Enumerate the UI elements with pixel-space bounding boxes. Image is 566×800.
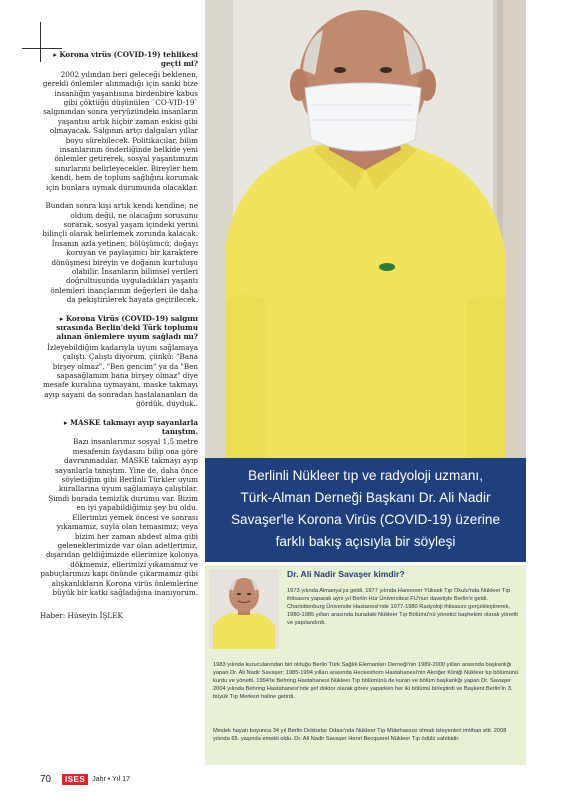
headline-line-3: Savaşer'le Korona Virüs (COVID-19) üzerine	[230, 512, 501, 527]
answer-2-paragraph: İzleyebildiğim kadarıyla uyum sağlamaya çalıştı. Çalıştı diyorum, çünkü: "Bana birşey olmaz", "Ben gencim" ya da "Ben sapasağlamım bana birşey olmaz" diye mesafe kuralına uymayanı, maske takmayı ayıp sayanı da sonradan hastalananları da gördük, duyduk..	[42, 342, 198, 409]
question-1-title: ▸ Korona virüs (COVID-19) tehlikesi geçti mi?	[40, 50, 198, 69]
bio-paragraph-3: Meslek hayatı boyunca 34 yıl Berlin Doktorlar Odası'nda Nükleer Tıp Mütehassısı olmak isteyenleri imtihan etti. 2008 yılında 65. yaşında emekli oldu. Dr. Ali Nadir Savaşer Henri Becquerel Nükleer Tıp ödülü sahibidir.	[213, 728, 507, 742]
page-number: 70	[40, 773, 52, 785]
crop-mark-horizontal	[22, 48, 62, 49]
page-footer	[40, 772, 240, 786]
portrait-illustration	[205, 0, 526, 458]
author-credit: Haber: Hüseyin İŞLEK	[40, 611, 123, 621]
answer-1-paragraph-2: Bundan sonra kişi artık kendi kendine; ne oldum değil, ne olacağım sorusunu sorarak, sosyal yaşam içindeki yerini bilinçli olarak belirlemek zorunda kalacak. İnsanın azla yetinen, bölüşümcü, doğayı koruyan ve paylaşımcı bir karaktere dönüşmesi bireyin ve doğanın kurtuluşu olabilir. İnsanların bilimsel verileri doğrultusunda uyguladıkları yaşantı önlemleri inançlarının değerleri ile daha da pekiştirilerek hayata geçirilecek.	[42, 201, 198, 305]
answer-1-paragraph-1: 2002 yılından beri geleceği beklenen, gerekli önlemler alınmadığı için sanki bize insanlığın yaşantısına birdenbire kabus gibi çöktüğü düşünülen `CO-VID-19` salgınından sonra yeryüzündeki insanların yaşantısı artık hiçbir zaman eskisi gibi olmayacak. Salgının artçı dalgaları yıllar boyu sürebilecek. Politikacılar, bilim insanlarının önderliğinde belkide yeni önlemler getirerek, sosyal yaşantımızın sınırlarını belirleyecekler. Bireyler hem kendi, hem de toplum sağlığını korumak için bunlara uymak durumunda olacaklar.	[42, 69, 198, 192]
bio-paragraph-1: 1973 yılında Almanya'ya geldi. 1977 yılında Hannover Yüksek Tıp Okulu'nda Nükleer Tıp ihtisasını yaparak aynı yıl Berlin Hür Üniversitesi FU'nun davetiyle Berlin'e geldi. Charlottenburg Üniversite Hastanesi'nde 1977-1980 Radyoloji ihtisasını gerçekleştirerek, 1980-1985 yılları arasında buradaki Nükleer Tıp Bölümü'nü yönetici başhekim olarak yönetti ve yapılandırdı.	[287, 588, 518, 626]
bio-paragraph-2: 1983 yılında kurucularından biri olduğu Berlin Türk Sağlık Elemanları Derneği'nin 1989-2000 yılları arasında başkanlığı yapan Dr. Ali Nadir Savaşer; 1985-1994 yılları arasında Heckeshorn Hastahanesi'nin Akciğer Kliniği Nükleer tıp bölümünü kurdu ve yönetti. 1994'te Behring Hastahanesi Nükleer Tıp bölümünü de kuran ve bölüm başkanlığı yapan Dr. Savaşer 2004 yılında Behring Hastahanesi'nde şef doktor olarak görev yaparken her iki bölümü birleştirdi ve Başkent Berlin'in 3. büyük Tıp Merkezi haline getirdi.	[213, 662, 519, 700]
answer-3-paragraph: Bazı insanlarımız sosyal 1,5 metre mesafenin faydasını bilip ona göre davranmadılar. MASKE takmayı ayıp sayanlarla tanıştım. Yine de, daha önce söylediğim gibi Berlinli Türkler uyum kurallarına uyum sağlamaya çalıştılar. Şimdi burada temizlik durumu var. Bizim en iyi yapabildiğimiz şey bu oldu. Ellerimizi yemek öncesi ve sonrası yıkamamız, suyla olan temasımız; veya bizim her zaman abdest alma gibi geleneklerimizde var olan adetlerimiz, dışarıdan geldiğimizde ellerimize kolonya dökmemiz, ellerimizi yıkamamız ve pabuçlarımızı kapı önünde çıkarmamız gibi alışkanlıkların Korona virüs önlemlerine büyük bir katkı sağladığına inanıyorum.	[40, 437, 198, 597]
left-text-column	[40, 50, 198, 621]
headline-line-2: Türk-Alman Derneği Başkanı Dr. Ali Nadir	[240, 490, 491, 505]
headline-box	[205, 458, 526, 562]
bio-portrait-illustration	[209, 569, 279, 649]
bio-box	[205, 565, 526, 765]
magazine-logo: ISES	[62, 774, 88, 785]
portrait-photo	[205, 0, 526, 458]
question-2-title: ▸ Korona Virüs (COVID-19) salgını sırasında Berlin'deki Türk toplumu alınan önlemlere uyum sağladı mı?	[40, 314, 198, 342]
question-3-title: ▸ MASKE takmayı ayıp sayanlarla tanıştım.	[40, 418, 198, 437]
headline-line-1: Berlinli Nükleer tıp ve radyoloji uzmanı,	[248, 468, 483, 483]
issue-label: Jahr • Yıl 17	[92, 775, 130, 783]
bio-thumbnail-photo	[209, 569, 279, 649]
bio-title: Dr. Ali Nadir Savaşer kimdir?	[287, 569, 405, 579]
headline-line-4: farklı bakış açısıyla bir söyleşi	[275, 534, 456, 549]
